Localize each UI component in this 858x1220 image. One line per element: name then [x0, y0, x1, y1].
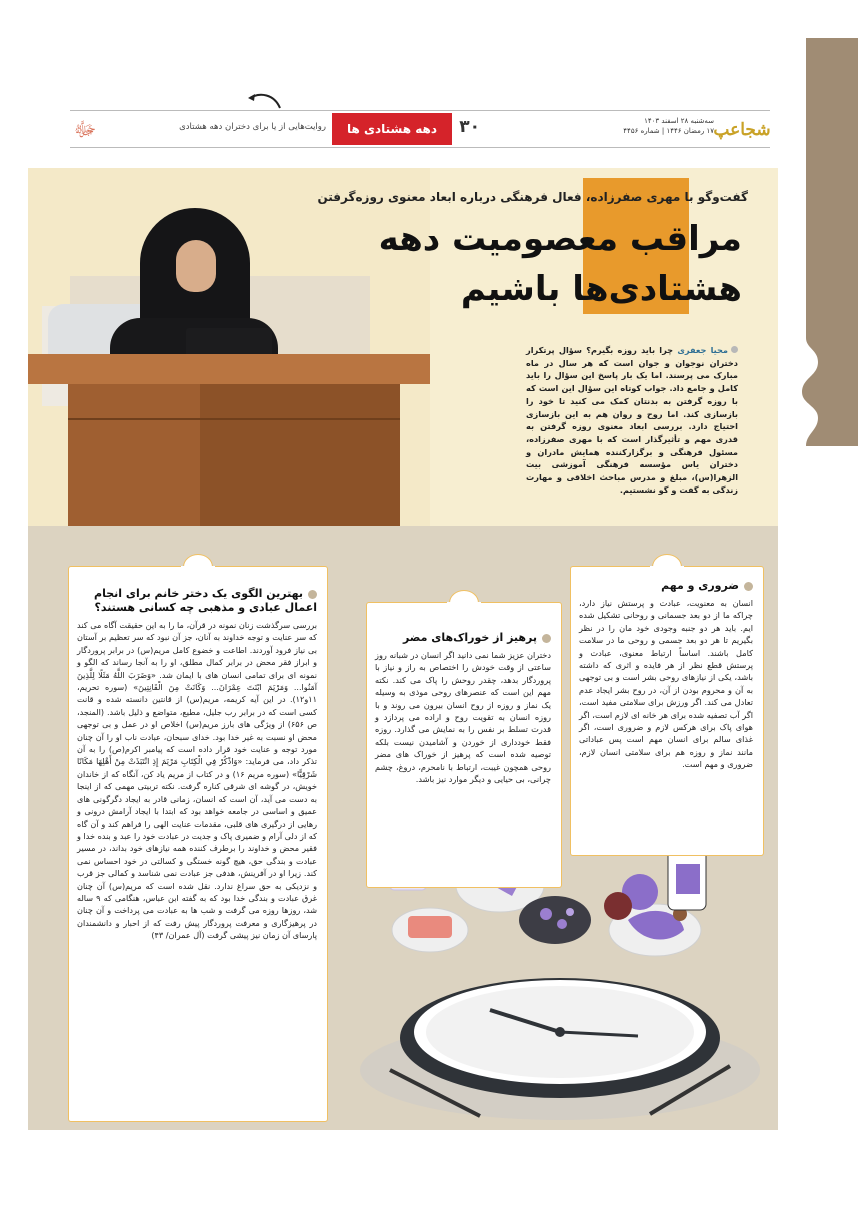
photo-desk-side	[68, 384, 200, 526]
box-title-text: ضروری و مهم	[661, 579, 739, 592]
box-body: دختران عزیز شما نمی دانید اگر انسان در شبانه روز ساعتی از وقت خودش را اختصاص به راز و نیاز با پروردگار بدهد، چقدر روحش را پاک می کند. نکته مهم این است که عنصرهای روحی موذی به وسیله یک نماز و روزه از روح انسان بیرون می روند و با روزه انسان به تقویت روح و اراده می پردازد و قدرت تسلط بر نفس را به نمایش می گذارد. روزه فقط خودداری از خوردن و آشامیدن نیست بلکه توصیه شده است که پرهیز از خوراک های مضر روحی همچون غیبت، ارتباط با نامحرم، دروغ، چشم چرانی، بی حیایی و دیگر موارد نیز باشد.	[375, 650, 551, 785]
hero-section	[28, 168, 778, 526]
section-box-role-models	[68, 566, 328, 1122]
box-title-text: بهترین الگوی یک دختر خانم برای انجام اعمال عبادی و مذهبی چه کسانی هستند؟	[94, 587, 317, 614]
bullet-icon	[744, 582, 753, 591]
box-notch-cover	[447, 602, 481, 616]
issue-date	[623, 116, 714, 136]
photo-desk-top	[28, 354, 430, 384]
author-bullet-icon	[731, 346, 738, 353]
page-header	[70, 110, 770, 148]
box-notch-cover	[181, 566, 215, 580]
date-line-2: ۱۷ رمضان ۱۴۴۶ | شماره ۴۴۵۶	[623, 127, 714, 135]
box-body: بررسی سرگذشت زنان نمونه در قرآن، ما را به این حقیقت آگاه می کند که سر عنایت و توجه خداوند به آنان، جز آن نبود که سر تعظیم بر آستان بی نیاز فرود آوردند. اطاعت و خضوع کامل مریم(س) در برابر پروردگار و ابراز فقر محض در برابر کمال مطلق، او را به آنجا رساند که الگو و نمونه ای برای تمامی انسان های با ایمان شد. «وَضَرَبَ اللَّهُ مَثَلًا لِلَّذِينَ آمَنُوا... وَمَرْيَمَ ابْنَتَ عِمْرَانَ... وَكَانَتْ مِنَ الْقَانِتِينَ» (سوره تحریم، ۱۱و۱۲). در این آیه کریمه، مریم(س) از قانتین دانسته شده و قانت کسی است که در برابر رب جلیل، مطیع، متواضع و ذلیل باشد. (المنجد، ص ۶۵۶) از ویژگی های بارز مریم(س) اخلاص او در عمل و بی توجهی محض او نسبت به غیر خدا بود. خدای سبحان، عبادت ناب او را آن چنان مورد توجه و عنایت خود قرار داده است که پیامبر اکرم(ص) را به آن تذکر داد، می فرماید: «وَاذْكُرْ فِي الْكِتَابِ مَرْيَمَ إِذِ انْتَبَذَتْ مِنْ أَهْلِهَا مَكَانًا شَرْقِيًّا» (سوره مریم ۱۶) و در کتاب از مریم یاد کن، آنگاه که از خاندان خویش، در گوشه ای شرقی کناره گرفت. نکته تربیتی مهمی که از اینجا به دست می آید، آن است که انسان، زمانی قادر به ایجاد دگرگونی های عمیق و اساسی در جامعه خواهد بود که ابتدا با ایجاد آرامش درونی و رهایی از درگیری های قلبی، مقدمات عنایت الهی را فراهم کند و آن گاه که از دلی آرام و ضمیری پاک و جدیت در عبادت خود را عبد و بنده خدا و فقیر محض و خداوند را برطرف کننده همه نیازهای خود بداند، در مسیر عبادت و بندگی حق، هیچ گونه خستگی و کسالتی در خود احساس نمی کند. زیرا او در آفرینش، هدفی جز عبادت نمی شناسد و کمالی جز قرب و نزدیکی به حق سراغ ندارد. نقل شده است که مریم(س) آن چنان غرق عبادت و بندگی خدا بود که به گفته ابن عباس، هنگامی که ۹ ساله شد، روزها روزه می گرفت و شب ها به عبادت می پرداخت و آن چنان در پرهیزگاری و معرفت پروردگار پیش رفت که از احبار و دانشمندان پارسای آن زمان نیز پیشی گرفت (آل عمران/ ۴۳)	[77, 620, 318, 941]
article-title-line-1: مراقب معصومیت دهه	[378, 219, 742, 259]
curved-arrow-icon	[246, 90, 282, 110]
box-title-text: پرهیز از خوراک‌های مضر	[402, 631, 537, 644]
article-title-line-2: هشتادی‌ها باشیم	[460, 269, 742, 309]
article-intro	[526, 344, 738, 496]
box-notch-cover	[650, 566, 684, 580]
seal-icon: ﷻ	[73, 117, 97, 141]
section-subtitle: روایت‌هایی از یا برای دختران دهه هشتادی	[179, 122, 326, 132]
section-badge: دهه هشتادی ها	[332, 113, 452, 145]
box-title	[579, 579, 753, 593]
box-body: انسان به معنویت، عبادت و پرستش نیاز دارد، چراکه ما از دو بعد جسمانی و روحانی تشکیل شده ایم. باید هر دو جنبه وجودی خود مان را در نظر بگیریم تا هر دو بعد جسمی و روحی ما در سلامت کامل باشند. اساساً ارتباط معنوی، عبادت و پرستش قطع نظر از هر فایده و اثری که داشته باشد، یکی از نیازهای روحی بشر است و بی توجهی به آن و محروم بودن از آن، در روح بشر ایجاد عدم تعادل می کند. اگر ورزش برای سلامتی مفید است، اگر آب تصفیه شده برای هر خانه ای لازم است، اگر هوای پاک برای هرکس لازم و ضروری است، اگر غذای سالم برای انسان مهم است پس عباداتی مانند نماز و روزه هم برای سلامتی انسان لازم، ضروری و مهم است.	[579, 598, 753, 770]
photo-person-face	[176, 240, 216, 292]
section-box-essential	[570, 566, 764, 856]
photo-desk-front	[200, 384, 400, 526]
photo-desk-edge	[68, 418, 400, 420]
section-box-avoid-harmful	[366, 602, 562, 888]
box-title	[77, 587, 317, 615]
date-line-1: سه‌شنبه ۲۸ اسفند ۱۴۰۳	[644, 117, 714, 125]
article-kicker: گفت‌وگو با مهری صفرزاده، فعال فرهنگی درباره ابعاد معنوی روزه‌گرفتن	[317, 190, 748, 204]
publication-logo: شجاعپ	[713, 120, 771, 140]
box-title	[375, 631, 551, 645]
interview-photo	[28, 168, 430, 526]
bullet-icon	[308, 590, 317, 599]
intro-text: چرا باید روزه بگیرم؟ سؤال پرتکرار دختران نوجوان و جوان است که هر سال در ماه مبارک می پرسند. اما یک بار پاسخ این سؤال را باید کامل و جامع داد. جواب کوتاه این سؤال این است که با روزه گرفتن به بدنتان کمک می کنید تا خود را بازسازی کند. اما روح و روان هم به این بازسازی احتیاج دارد. بررسی ابعاد معنوی روزه گرفتن به قدری مهم و تأثیرگذار است که با مهری صفرزاده، مسئول فرهنگی و برگزارکننده همایش مادران و دختران یاس مؤسسه فرهنگی آموزشی بیت الزهرا(س)، مبلغ و مدرس مباحث اخلاقی و مهارت زندگی به گفت و گو نشستیم.	[526, 345, 738, 495]
bullet-icon	[542, 634, 551, 643]
page-number: ۳۰	[459, 117, 480, 137]
author-name: محیا جعفری	[677, 345, 728, 355]
